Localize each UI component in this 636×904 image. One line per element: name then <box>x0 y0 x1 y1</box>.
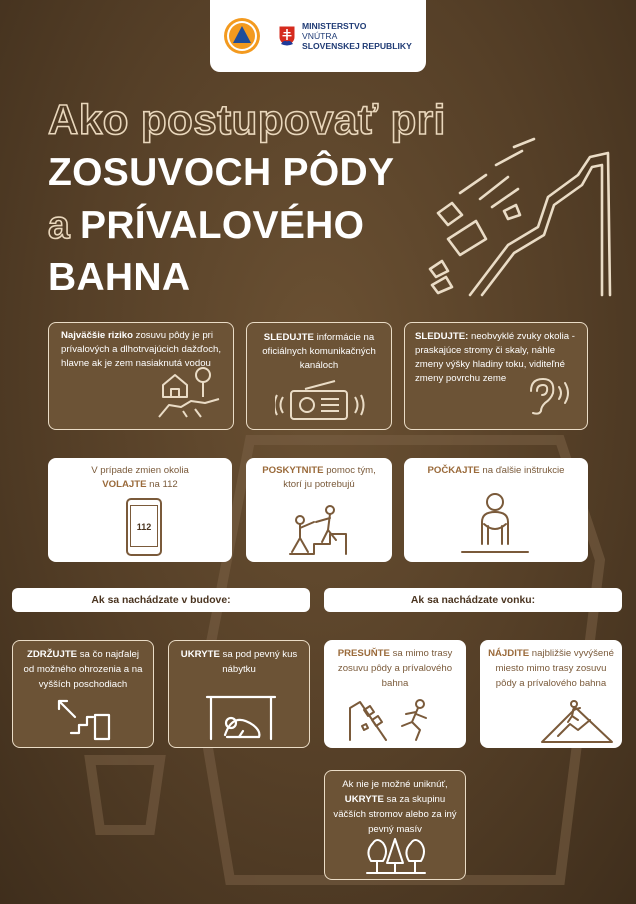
card-trees-text-before: Ak nie je možné uniknúť, <box>342 779 448 790</box>
civil-protection-logo <box>222 16 262 56</box>
ministry-line-3: SLOVENSKEJ REPUBLIKY <box>302 41 412 51</box>
card-find-bold: NÁJDITE <box>488 648 530 659</box>
title-line-1: Ako postupovať pri <box>48 96 446 143</box>
card-shelter-bold: UKRYTE <box>180 649 220 660</box>
card-follow-sounds-text: neobvyklé zvuky okolia - praskajúce stromy či skaly, náhle zmeny výšky hladiny toku, viditeľné zmeny povrchu zeme <box>415 331 575 384</box>
card-shelter <box>168 640 310 748</box>
card-call <box>48 458 232 562</box>
card-help-text: pomoc tým, ktorí ju potrebujú <box>283 465 376 490</box>
card-help-bold: POSKYTNITE <box>262 465 324 476</box>
card-shelter-text: sa pod pevný kus nábytku <box>219 649 298 675</box>
card-call-bold: VOLAJTE <box>102 479 147 490</box>
card-stay <box>12 640 154 748</box>
card-wait-text: na ďalšie inštrukcie <box>479 465 565 476</box>
card-call-text-before: V prípade zmien okolia <box>91 465 189 476</box>
trees-icon <box>365 835 427 875</box>
card-follow-info-text: informácie na oficiálnych komunikačných kanáloch <box>262 332 376 371</box>
card-find-text: najbližšie vyvýšené miesto mimo trasy zosuvu pôdy a prívalového bahna <box>495 648 614 689</box>
card-risk-text: zosuvu pôdy je pri prívalových a dlhotrvajúcich dažďoch, hlavne ak je zem nasiaknutá vodou <box>61 330 222 369</box>
running-from-landslide-icon <box>346 696 442 742</box>
phone-number: 112 <box>136 522 152 532</box>
house-landslide-icon <box>157 363 223 419</box>
card-trees-text-after: sa za skupinu väčších stromov alebo za iný pevný masív <box>333 794 457 835</box>
title-line-3-main: PRÍVALOVÉHO <box>80 204 365 247</box>
title-line-3 <box>48 204 364 248</box>
card-stay-text: sa čo najďalej od možného ohrozenia a na vyšších poschodiach <box>23 649 143 690</box>
section-outside: Ak sa nachádzate vonku: <box>324 588 622 612</box>
helping-people-icon <box>286 500 356 556</box>
stairs-up-icon <box>53 697 117 741</box>
ear-icon <box>523 377 573 417</box>
title-line-4: BAHNA <box>48 256 191 299</box>
card-risk-bold: Najväčšie riziko <box>61 330 133 341</box>
card-wait <box>404 458 588 562</box>
logo-header <box>210 0 426 72</box>
card-follow-sounds <box>404 322 588 430</box>
sitting-person-icon <box>460 486 530 556</box>
card-move-text: sa mimo trasy zosuvu pôdy a prívalového bahna <box>337 648 453 689</box>
landslide-icon <box>420 135 620 305</box>
shelter-under-table-icon <box>203 691 279 741</box>
card-follow-info <box>246 322 392 430</box>
title-line-2: ZOSUVOCH PÔDY <box>48 151 395 194</box>
card-call-text-after: na 112 <box>146 479 178 490</box>
card-stay-bold: ZDRŽUJTE <box>26 649 78 660</box>
title-line-3-prefix: a <box>48 204 70 247</box>
card-trees-bold: UKRYTE <box>344 794 384 805</box>
ministry-logo <box>278 21 412 51</box>
card-follow-info-bold: SLEDUJTE <box>263 332 314 343</box>
card-trees <box>324 770 466 880</box>
slovak-coat-of-arms-icon <box>278 25 296 47</box>
card-follow-sounds-bold: SLEDUJTE: <box>415 331 469 342</box>
card-find <box>480 640 622 748</box>
ministry-line-1: MINISTERSTVO <box>302 21 367 31</box>
radio-icon <box>275 377 365 421</box>
card-move-bold: PRESUŇTE <box>337 648 390 659</box>
card-wait-bold: POČKAJTE <box>427 465 480 476</box>
card-risk <box>48 322 234 430</box>
ministry-line-2: VNÚTRA <box>302 31 338 41</box>
mountain-climb-icon <box>540 700 614 744</box>
phone-icon <box>126 498 162 556</box>
card-move <box>324 640 466 748</box>
card-help <box>246 458 392 562</box>
section-inside: Ak sa nachádzate v budove: <box>12 588 310 612</box>
